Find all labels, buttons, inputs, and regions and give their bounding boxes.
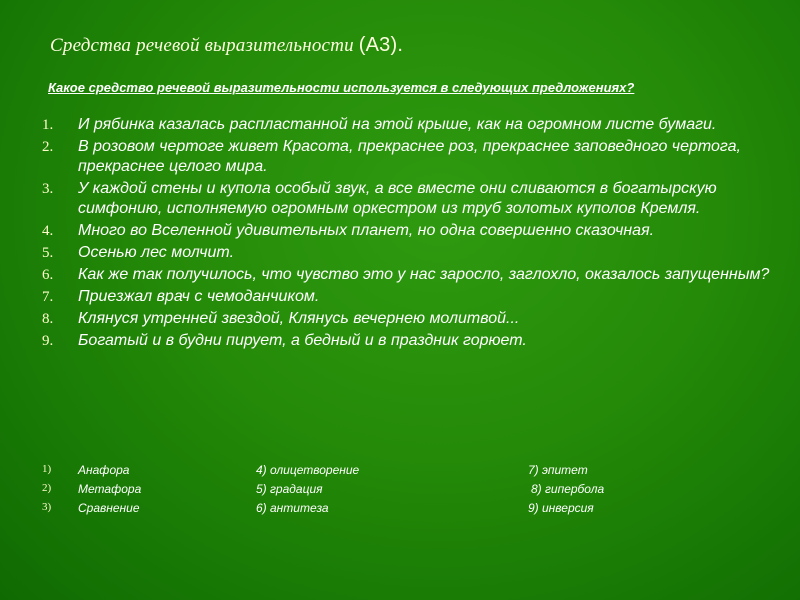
sentence-item bbox=[30, 243, 770, 263]
question-heading: Какое средство речевой выразительности используется в следующих предложениях? bbox=[48, 80, 635, 95]
slide-title-text: Средства речевой выразительности bbox=[50, 35, 354, 56]
answer-options bbox=[30, 463, 770, 520]
sentence-text: У каждой стены и купола особый звук, а все вместе они сливаются в богатырскую симфонию, исполняемую огромным оркестром из труб золотых куполов Кремля. bbox=[78, 180, 717, 217]
sentence-item bbox=[30, 287, 770, 307]
sentence-number: 3. bbox=[42, 181, 54, 197]
slide-title-tag: (А3). bbox=[358, 34, 404, 56]
answer-row bbox=[30, 482, 770, 501]
answer-option: Метафора bbox=[78, 482, 142, 496]
sentence-item bbox=[30, 137, 770, 177]
answer-option: Анафора bbox=[78, 463, 130, 477]
sentence-text: Осенью лес молчит. bbox=[78, 244, 235, 261]
sentence-item bbox=[30, 115, 770, 135]
sentence-text: Богатый и в будни пирует, а бедный и в праздник горюет. bbox=[78, 332, 527, 349]
answer-option: 9) инверсия bbox=[528, 501, 594, 515]
sentence-list bbox=[30, 115, 770, 353]
answer-option: 7) эпитет bbox=[528, 463, 588, 477]
sentence-text: Как же так получилось, что чувство это у нас заросло, заглохло, оказалось запущенным? bbox=[78, 266, 770, 283]
answer-option: 4) олицетворение bbox=[256, 463, 360, 477]
sentence-item bbox=[30, 265, 770, 285]
sentence-number: 8. bbox=[42, 311, 54, 327]
sentence-number: 5. bbox=[42, 245, 54, 261]
answer-row-number: 1) bbox=[42, 463, 52, 475]
answer-option: 5) градация bbox=[256, 482, 323, 496]
sentence-text: Приезжал врач с чемоданчиком. bbox=[78, 288, 320, 305]
sentence-item bbox=[30, 331, 770, 351]
sentence-item bbox=[30, 221, 770, 241]
slide-title bbox=[50, 34, 403, 57]
sentence-text: Клянуся утренней звездой, Клянусь вечернею молитвой... bbox=[78, 310, 520, 327]
answer-option: 6) антитеза bbox=[256, 501, 329, 515]
sentence-number: 6. bbox=[42, 267, 54, 283]
answer-option: 8) гипербола bbox=[531, 482, 605, 496]
answer-row-number: 3) bbox=[42, 501, 52, 513]
answer-row bbox=[30, 501, 770, 520]
sentence-text: И рябинка казалась распластанной на этой крыше, как на огромном листе бумаги. bbox=[78, 116, 717, 133]
answer-row bbox=[30, 463, 770, 482]
sentence-item bbox=[30, 179, 770, 219]
sentence-number: 7. bbox=[42, 289, 54, 305]
sentence-text: Много во Вселенной удивительных планет, но одна совершенно сказочная. bbox=[78, 222, 655, 239]
sentence-number: 4. bbox=[42, 223, 54, 239]
sentence-number: 1. bbox=[42, 117, 54, 133]
answer-row-number: 2) bbox=[42, 482, 52, 494]
sentence-number: 2. bbox=[42, 139, 54, 155]
sentence-number: 9. bbox=[42, 333, 54, 349]
sentence-item bbox=[30, 309, 770, 329]
answer-option: Сравнение bbox=[78, 501, 140, 515]
sentence-text: В розовом чертоге живет Красота, прекраснее роз, прекраснее заповедного чертога, прекраснее целого мира. bbox=[78, 138, 741, 175]
